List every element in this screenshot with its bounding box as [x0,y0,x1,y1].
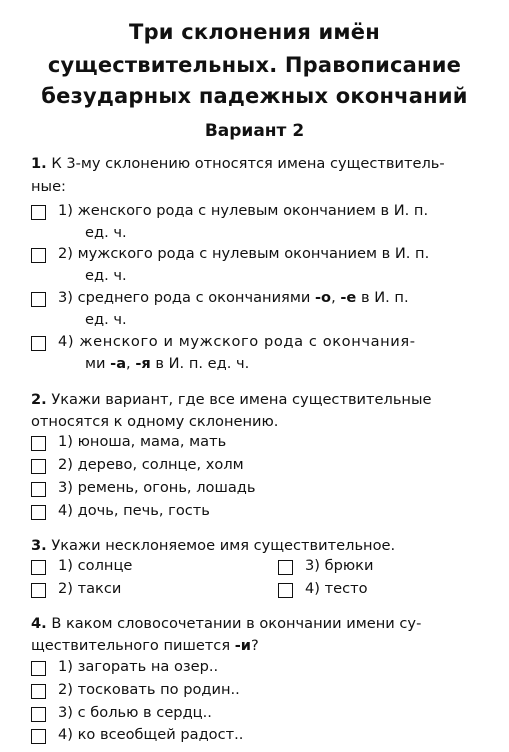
option-q3-4: 4) тесто [305,580,368,597]
checkbox-q3-3[interactable] [278,560,293,575]
question-text: Укажи вариант, где все имена существительные [46,391,432,408]
title-line-3: безударных падежных окончаний [41,84,468,108]
option-q1-1-cont: ед. ч. [85,224,127,241]
checkbox-q1-3[interactable] [31,292,46,307]
checkbox-q4-2[interactable] [31,684,46,699]
option-q1-3: 3) среднего рода с окончаниями -о, -е в И. п. [58,289,409,306]
question-number: 4. [31,615,47,632]
option-q4-4: 4) ко всеобщей радост.. [58,726,244,743]
option-q1-3-cont: ед. ч. [85,311,127,328]
variant-heading: Вариант 2 [204,121,305,141]
question-3-text [31,539,395,554]
checkbox-q4-4[interactable] [31,729,46,744]
checkbox-q3-2[interactable] [31,583,46,598]
question-text: Укажи несклоняемое имя существительное. [46,537,396,554]
checkbox-q3-1[interactable] [31,560,46,575]
option-q2-2: 2) дерево, солнце, холм [58,456,244,473]
option-q3-2: 2) такси [58,580,122,597]
question-4-text-cont: ществительного пишется -и? [31,637,259,654]
option-q3-1: 1) солнце [58,557,133,574]
option-q2-3: 3) ремень, огонь, лошадь [58,479,256,496]
option-q4-2: 2) тосковать по родин.. [58,681,240,698]
question-number: 2. [31,391,47,408]
question-2-text [31,393,431,408]
checkbox-q3-4[interactable] [278,583,293,598]
option-q3-3: 3) брюки [305,557,374,574]
question-4-text [31,617,421,632]
option-q1-2: 2) мужского рода с нулевым окончанием в И. п. [58,245,430,262]
checkbox-q4-3[interactable] [31,707,46,722]
question-text: К 3-му склонению относятся имена существитель- [46,155,445,172]
checkbox-q2-3[interactable] [31,482,46,497]
option-q4-1: 1) загорать на озер.. [58,658,219,675]
question-1-text-cont: ные: [31,178,66,195]
question-2-text-cont: относятся к одному склонению. [31,413,279,430]
option-q1-2-cont: ед. ч. [85,267,127,284]
question-number: 1. [31,155,47,172]
option-q1-1: 1) женского рода с нулевым окончанием в И. п. [58,202,429,219]
option-q1-4: 4) женского и мужского рода с окончания- [58,333,416,350]
option-q1-4-cont: ми -а, -я в И. п. ед. ч. [85,355,250,372]
question-number: 3. [31,537,47,554]
option-q2-4: 4) дочь, печь, гость [58,502,210,519]
checkbox-q1-1[interactable] [31,205,46,220]
checkbox-q2-1[interactable] [31,436,46,451]
option-q2-1: 1) юноша, мама, мать [58,433,227,450]
title-line-1: Три склонения имён [129,20,380,44]
option-q4-3: 3) с болью в сердц.. [58,704,212,721]
checkbox-q1-4[interactable] [31,336,46,351]
checkbox-q1-2[interactable] [31,248,46,263]
checkbox-q2-4[interactable] [31,505,46,520]
question-1-text [31,157,445,172]
question-text: В каком словосочетании в окончании имени су- [46,615,422,632]
checkbox-q2-2[interactable] [31,459,46,474]
checkbox-q4-1[interactable] [31,661,46,676]
title-line-2: существительных. Правописание [47,53,462,77]
